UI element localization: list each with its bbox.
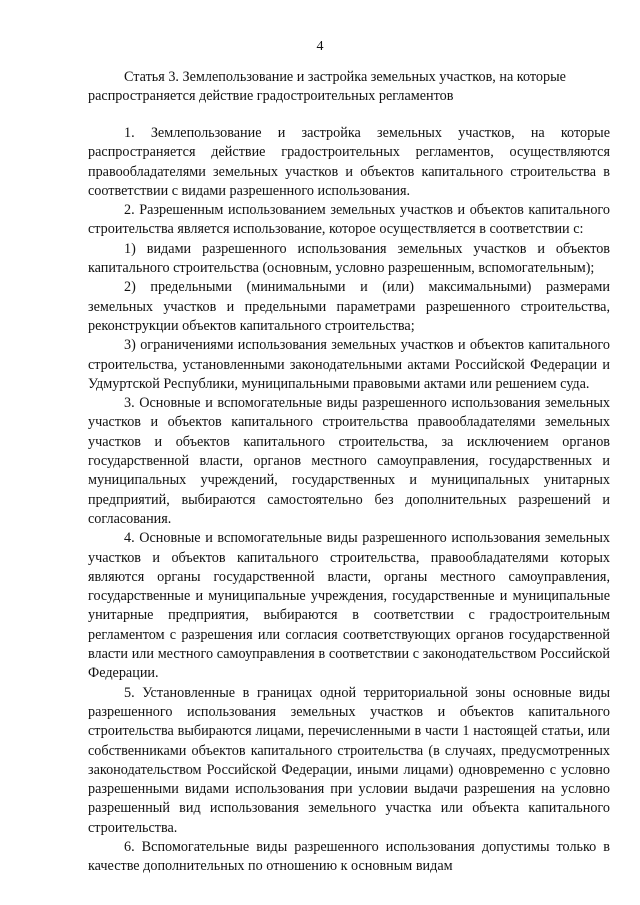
paragraph: 2) предельными (минимальными и (или) максимальными) размерами земельных участков и предельными параметрами разрешенного строительства, реконструкции объектов капитального строительства;	[88, 279, 610, 334]
article-heading: Статья 3. Землепользование и застройка земельных участков, на которые распространяется действие градостроительных регламентов	[88, 69, 566, 105]
paragraph: 2. Разрешенным использованием земельных участков и объектов капитального строительства является использование, которое осуществляется в соответствии с:	[88, 202, 610, 238]
article-body	[88, 124, 610, 877]
paragraph: 6. Вспомогательные виды разрешенного использования допустимы только в качестве дополнительных по отношению к основным видам	[88, 838, 610, 875]
page-number: 4	[316, 39, 324, 54]
paragraph: 5. Установленные в границах одной территориальной зоны основные виды разрешенного использования земельных участков и объектов капитального строительства выбираются лицами, перечисленными в части 1 настоящей статьи, или собственниками объектов капитального строительства (в случаях, предусмотренных законодательством Российской Федерации, иными лицами) одновременно с условно разрешенными видами использования при условии выдачи разрешения на условно разрешенный вид использования земельного участка или объекта капитального строительства.	[88, 684, 610, 836]
paragraph: 3) ограничениями использования земельных участков и объектов капитального строительства, установленными законодательными актами Российской Федерации и Удмуртской Республики, муниципальными правовыми актами или решением суда.	[88, 337, 610, 392]
paragraph: 3. Основные и вспомогательные виды разрешенного использования земельных участков и объектов капитального строительства правообладателями земельных участков и объектов капитального строительства, за исключением органов государственной власти, органов местного самоуправления, государственных и муниципальных учреждений, государственных и муниципальных унитарных предприятий, выбираются самостоятельно без дополнительных разрешений и согласования.	[88, 395, 610, 527]
paragraph: 1) видами разрешенного использования земельных участков и объектов капитального строительства (основным, условно разрешенным, вспомогательным);	[88, 240, 610, 277]
paragraph: 4. Основные и вспомогательные виды разрешенного использования земельных участков и объектов капитального строительства, правообладателями которых являются органы государственной власти, органы местного самоуправления, государственные и муниципальные учреждения, государственные и муниципальные унитарные предприятия, выбираются в соответствии с градостроительным регламентом с разрешения или согласия соответствующих органов государственной власти или местного самоуправления в соответствии с законодательством Российской Федерации.	[88, 530, 610, 682]
paragraph: 1. Землепользование и застройка земельных участков, на которые распространяется действие градостроительных регламентов, осуществляются правообладателями земельных участков и объектов капитального строительства в соответствии с видами разрешенного использования.	[88, 125, 610, 199]
